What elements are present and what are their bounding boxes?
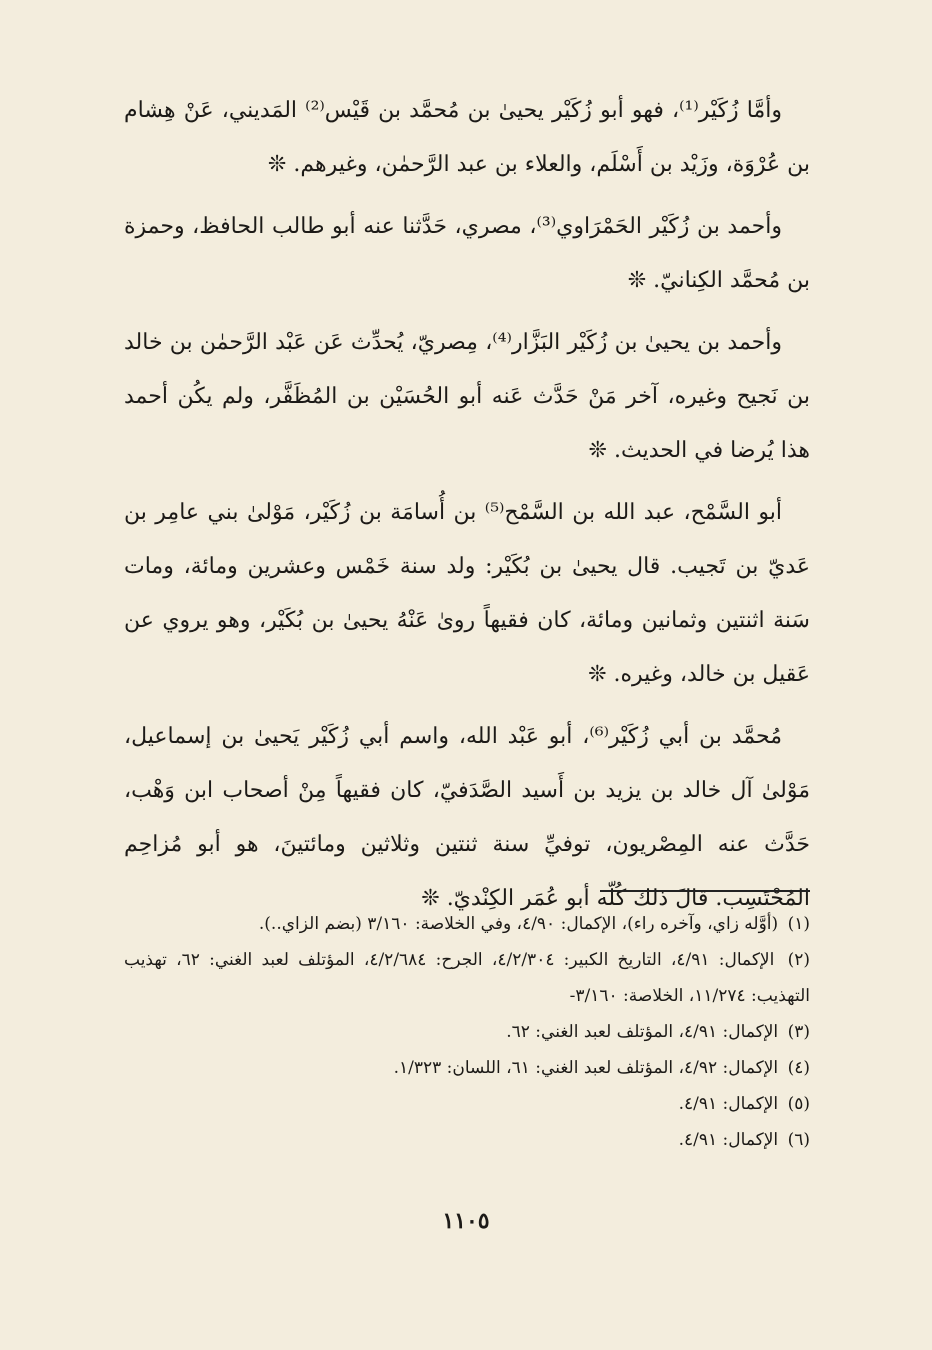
footnote-number: (١) — [787, 914, 810, 934]
footnotes — [124, 906, 810, 1158]
footnote-number: (٢) — [787, 950, 811, 970]
footnote-number: (٣) — [787, 1022, 810, 1042]
entry-paragraph-4: أبو السَّمْح، عبد الله بن السَّمْح⁽⁵⁾ بن أُسامَة بن زُكَيْر، مَوْلىٰ بني عامِر بن عَديّ بن تَجيب. قال يحيىٰ بن بُكَيْر: ولد سنة خَمْس وعشرين ومائة، ومات سَنة اثنتين وثمانين ومائة، كان فقيهاً روىٰ عَنْهُ يحيىٰ بن بُكَيْر، وهو يروي عن عَقيل بن خالد، وغيره. ❊ — [124, 500, 810, 687]
footnote-5 — [124, 1086, 810, 1122]
footnote-number: (٥) — [787, 1094, 810, 1114]
footnote-2 — [124, 942, 810, 1014]
footnote-3 — [124, 1014, 810, 1050]
footnote-text: الإكمال: ٤/٩١. — [678, 1094, 779, 1114]
footnote-1 — [124, 906, 810, 942]
footnote-text: الإكمال: ٤/٩٢، المؤتلف لعبد الغني: ٦١، اللسان: ١/٣٢٣. — [393, 1058, 779, 1078]
entry-paragraph-5: مُحمَّد بن أبي زُكَيْر⁽⁶⁾، أبو عَبْد الله، واسم أبي زُكَيْر يَحيىٰ بن إسماعيل، مَوْلىٰ آل خالد بن يزيد بن أَسيد الصَّدَفيّ، كان فقيهاً مِنْ أصحاب ابن وَهْب، حَدَّث عنه المِصْريون، توفيِّ سنة ثنتين وثلاثين ومائتينَ، هو أبو مُزاحِم المُحْتَسِب. قالَ ذلك كُلّه أبو عُمَر الكِنْديّ. ❊ — [124, 724, 810, 911]
footnote-text: الإكمال: ٤/٩١، التاريخ الكبير: ٤/٢/٣٠٤، الجرح: ٤/٢/٦٨٤، المؤتلف لعبد الغني: ٦٢، تهذيب التهذيب: ١١/٢٧٤، الخلاصة: ٣/١٦٠- — [124, 950, 810, 1006]
entry-paragraph-1: وأمَّا زُكَيْر⁽¹⁾، فهو أبو زُكَيْر يحيىٰ بن مُحمَّد بن قَيْس⁽²⁾ المَديني، عَنْ هِشام بن عُرْوَة، وزَيْد بن أَسْلَم، والعلاء بن عبد الرَّحمٰن، وغيرهم. ❊ — [124, 98, 810, 177]
footnote-text: الإكمال: ٤/٩١. — [678, 1130, 779, 1150]
footnote-number: (٤) — [787, 1058, 810, 1078]
footnote-4 — [124, 1050, 810, 1086]
page-number: ١١٠٥ — [442, 1208, 490, 1234]
footnote-6 — [124, 1122, 810, 1158]
footnote-text: الإكمال: ٤/٩١، المؤتلف لعبد الغني: ٦٢. — [506, 1022, 779, 1042]
footnote-text: (أوَّله زاي، وآخره راء)، الإكمال: ٤/٩٠، وفي الخلاصة: ٣/١٦٠ (بضم الزاي..). — [258, 914, 779, 934]
entry-paragraph-2: وأحمد بن زُكَيْر الحَمْرَاوي⁽³⁾، مصري، حَدَّثنا عنه أبو طالب الحافظ، وحمزة بن مُحمَّد الكِنانيّ. ❊ — [124, 214, 810, 293]
entry-paragraph-3: وأحمد بن يحيىٰ بن زُكَيْر البَزَّار⁽⁴⁾، مِصريّ، يُحدِّث عَن عَبْد الرَّحمٰن بن خالد بن نَجيح وغيره، آخر مَنْ حَدَّث عَنه أبو الحُسَيْن بن المُظَفَّر، ولم يكُن أحمد هذا يُرضا في الحديث. ❊ — [124, 330, 810, 463]
main-text — [124, 84, 810, 926]
footnote-number: (٦) — [787, 1130, 810, 1150]
footnote-separator — [600, 890, 810, 892]
